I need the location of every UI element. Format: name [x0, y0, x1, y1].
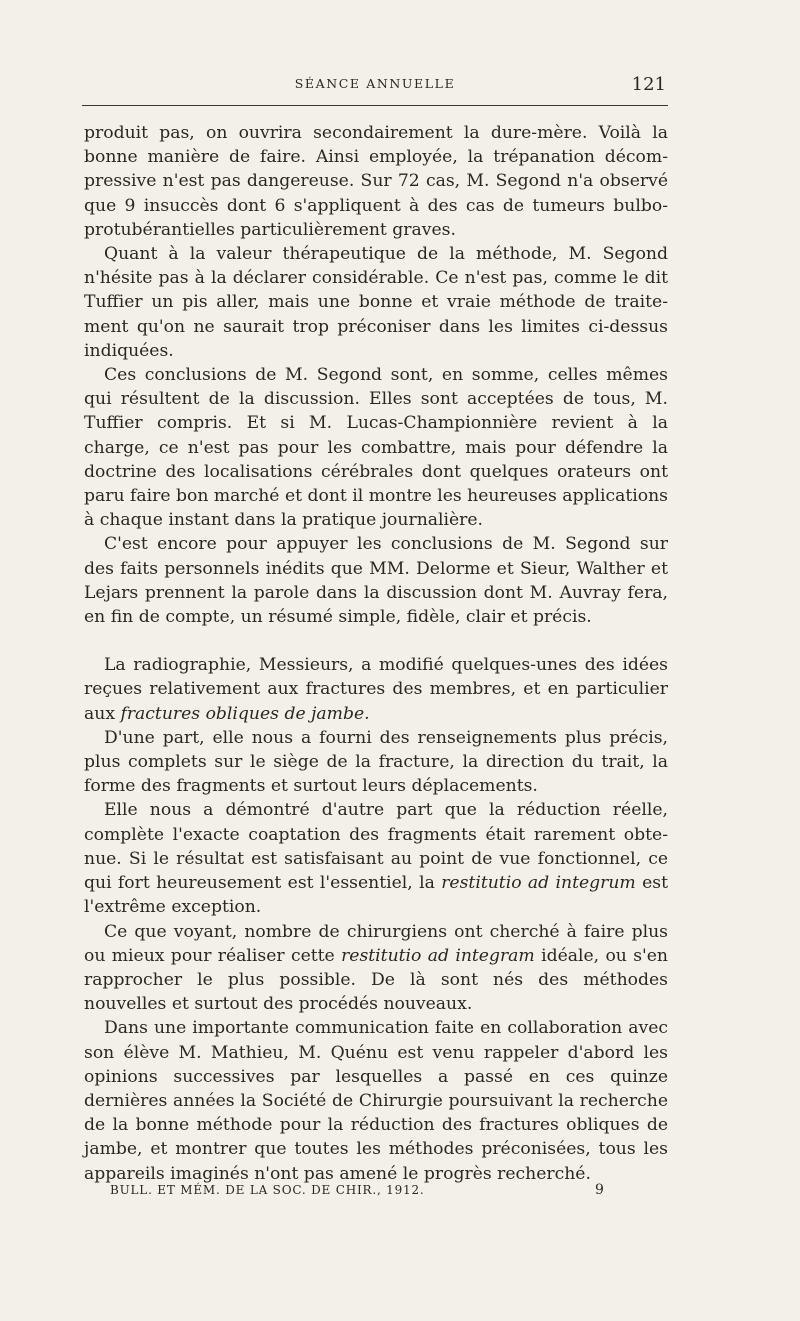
signature-mark: 9	[595, 1182, 604, 1198]
paragraph-text: Elle nous a démontré d'autre part que la réduction réelle, complète l'exacte coaptation des fragments était rarement obtenue. Si le résultat est satisfaisant au point de vue fonctionnel, ce qui fort heureusement est l'essentiel, la	[84, 800, 668, 894]
paragraph-text: est l'extrême exception.	[84, 873, 669, 918]
paragraph-text: Ce que voyant, nombre de chirurgiens ont cherché à faire plus ou mieux pour réaliser cette	[84, 921, 668, 966]
paragraph: D'une part, elle nous a fourni des renseignements plus précis, plus complets sur le siège de la fracture, la direction du trait, la forme des fragments et surtout leurs déplacements.	[84, 727, 668, 797]
paragraph-text: La radiographie, Messieurs, a modifié quelques-unes des idées reçues relativement aux fractures des membres, et en particulier aux	[84, 655, 668, 724]
page-header	[82, 74, 668, 96]
paragraph	[84, 653, 668, 726]
paragraph: produit pas, on ouvrira secondairement la dure-mère. Voilà la bonne manière de faire. Ainsi employée, la trépanation décompressive n'est pas dangereuse. Sur 72 cas, M. Segond n'a observé que 9 insuccès dont 6 s'appliquent à des cas de tumeurs bulboprotubérantielles particulièrement graves.	[84, 123, 668, 240]
paragraph: Quant à la valeur thérapeutique de la méthode, M. Segond n'hésite pas à la déclarer considérable. Ce n'est pas, comme le dit Tuffier un pis aller, mais une bonne et vraie méthode de traitement qu'on ne saurait trop préconiser dans les limites ci-dessus indiquées.	[84, 244, 668, 361]
running-title: SÉANCE ANNUELLE	[294, 76, 456, 91]
italic-term: restitutio ad integrum	[441, 873, 636, 894]
paragraph	[84, 920, 668, 1017]
page-number: 121	[631, 74, 666, 95]
paragraph: Dans une importante communication faite en collaboration avec son élève M. Mathieu, M. Quénu est venu rappeler d'abord les opinions successives par lesquelles a passé en ces quinze dernières années la Société de Chirurgie poursuivant la recherche de la bonne méthode pour la réduction des fractures obliques de jambe, et montrer que toutes les méthodes préconisées, tous les appareils imaginés n'ont pas amené le progrès recherché.	[84, 1018, 668, 1184]
paragraph: C'est encore pour appuyer les conclusions de M. Segond sur des faits personnels inédits que MM. Delorme et Sieur, Walther et Lejars prennent la parole dans la discussion dont M. Auvray fera, en fin de compte, un résumé simple, fidèle, clair et précis.	[84, 534, 668, 628]
header-rule	[82, 105, 668, 106]
paragraph: Ces conclusions de M. Segond sont, en somme, celles mêmes qui résultent de la discussion. Elles sont acceptées de tous, M. Tuffier compris. Et si M. Lucas-Championnière revient à la charge, ce n'est pas pour les combattre, mais pour défendre la doctrine des localisations cérébrales dont quelques orateurs ont paru faire bon marché et dont il montre les heureuses applications à chaque instant dans la pratique journalière.	[84, 365, 668, 531]
paragraph	[84, 798, 668, 919]
body-text	[84, 121, 668, 1186]
italic-term: fractures obliques de jambe.	[120, 703, 370, 724]
paragraph-text: idéale, ou s'en rapprocher le plus possible. De là sont nés des méthodes nouvelles et surtout des procédés nouveaux.	[84, 945, 668, 1015]
footer-citation: BULL. ET MÉM. DE LA SOC. DE CHIR., 1912.	[110, 1183, 425, 1197]
italic-term: restitutio ad integram	[341, 945, 535, 966]
